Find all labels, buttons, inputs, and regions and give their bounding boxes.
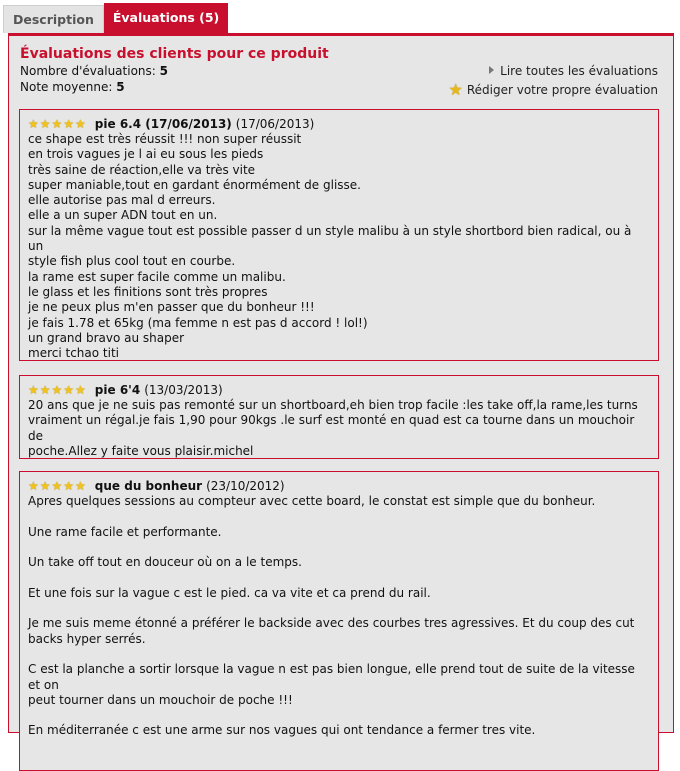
review-header	[28, 478, 650, 494]
review-date: (23/10/2012)	[206, 479, 285, 493]
rating-stars-icon: ★★★★★	[28, 479, 87, 493]
review-date: (13/03/2013)	[144, 383, 223, 397]
star-pencil-icon: ★	[448, 80, 463, 99]
tab-description[interactable]: Description	[3, 5, 104, 33]
panel-heading: Évaluations des clients pour ce produit	[20, 46, 329, 62]
average-rating-value: 5	[116, 80, 125, 94]
tab-bar	[3, 3, 228, 33]
tab-reviews[interactable]: Évaluations (5)	[104, 3, 228, 33]
average-rating	[20, 80, 125, 94]
review-title: pie 6'4	[94, 383, 141, 397]
review-body: ce shape est très réussit !!! non super réussit en trois vagues je l ai eu sous les pieds très saine de réaction,elle va très vite super maniable,tout en gardant énormément de glisse. elle autorise pas mal d erreurs. elle a un super ADN tout en un. sur la même vague tout est possible passer d un style malibu à un style shortbord bien radical, ou à un style fish plus cool tout en courbe. la rame est super facile comme un malibu. le glass et les finitions sont très propres je ne peux plus m'en passer que du bonheur !!! je fais 1.78 et 65kg (ma femme n est pas d accord ! lol!) un grand bravo au shaper merci tchao titi	[28, 132, 632, 361]
write-review-label: Rédiger votre propre évaluation	[466, 83, 658, 97]
review-body: Apres quelques sessions au compteur avec cette board, le constat est simple que du bonheur. Une rame facile et performante. Un take off tout en douceur où on a le temps. Et une fois sur la vague c est le pied. ca va vite et ca prend du rail. Je me suis meme étonné a préférer le backside avec des courbes tres agressives. Et du coup des cut backs hyper serrés. C est la planche a sortir lorsque la vague n est pas bien longue, elle prend tout de suite de la vitesse et on peut tourner dans un mouchoir de poche !!! En méditerranée c est une arme sur nos vagues qui ont tendance a fermer tres vite.	[28, 494, 635, 738]
review-date: (17/06/2013)	[235, 117, 315, 131]
review-item	[19, 109, 659, 361]
rating-stars-icon: ★★★★★	[28, 383, 87, 397]
arrow-right-icon	[489, 66, 494, 74]
review-count	[20, 64, 168, 78]
review-count-value: 5	[159, 64, 169, 78]
review-header	[28, 382, 650, 398]
read-all-reviews-link[interactable]	[489, 64, 658, 78]
review-item	[19, 375, 659, 459]
write-review-link[interactable]	[449, 80, 658, 99]
rating-stars-icon: ★★★★★	[28, 117, 87, 131]
read-all-reviews-label: Lire toutes les évaluations	[500, 64, 658, 78]
review-title: que du bonheur	[94, 479, 203, 493]
review-header	[28, 116, 650, 132]
review-title: pie 6.4 (17/06/2013)	[94, 117, 232, 131]
average-rating-label: Note moyenne:	[20, 80, 113, 94]
review-item	[19, 471, 659, 771]
review-count-label: Nombre d'évaluations:	[20, 64, 156, 78]
review-body: 20 ans que je ne suis pas remonté sur un shortboard,eh bien trop facile :les take off,la rame,les turns vraiment un régal.je fais 1,90 pour 90kgs .le surf est monté en quad est ca tourne dans un mouchoir de poche.Allez y faite vous plaisir.michel	[28, 398, 638, 458]
reviews-panel	[8, 33, 674, 738]
